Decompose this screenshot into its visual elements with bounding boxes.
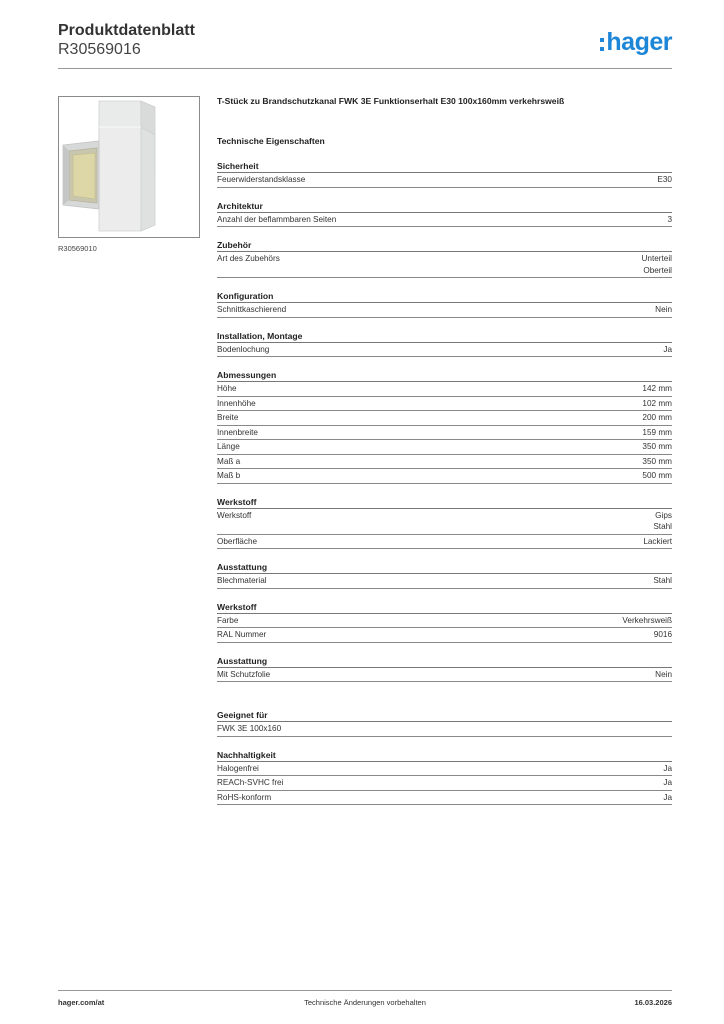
- property-value: [642, 456, 672, 468]
- property-label: Oberfläche: [217, 536, 258, 546]
- property-value-line: Ja: [663, 778, 672, 787]
- property-row: [217, 535, 672, 550]
- property-section: [217, 655, 672, 683]
- property-value: [653, 510, 672, 533]
- property-section: [217, 601, 672, 643]
- property-row: [217, 776, 672, 791]
- page-title: Produktdatenblatt: [58, 22, 195, 39]
- property-value: [622, 615, 672, 627]
- property-value-line: Stahl: [653, 576, 672, 585]
- property-row: [217, 762, 672, 777]
- property-label: Innenbreite: [217, 427, 258, 437]
- property-value-line: Ja: [663, 763, 672, 773]
- section-title: Ausstattung: [217, 655, 672, 668]
- property-row: [217, 397, 672, 412]
- property-value: [663, 792, 672, 804]
- property-value-line: Ja: [663, 344, 672, 354]
- product-title: T-Stück zu Brandschutzkanal FWK 3E Funktionserhalt E30 100x160mm verkehrsweiß: [217, 96, 565, 106]
- property-section: [217, 709, 672, 737]
- property-section: [217, 200, 672, 228]
- property-section: [217, 330, 672, 358]
- property-row: [217, 426, 672, 441]
- property-label: Werkstoff: [217, 510, 252, 520]
- property-value: [642, 470, 672, 482]
- property-label: Blechmaterial: [217, 576, 267, 585]
- property-row: [217, 173, 672, 188]
- property-label: Schnittkaschierend: [217, 305, 287, 314]
- product-image: [58, 96, 200, 238]
- property-label: Innenhöhe: [217, 398, 256, 408]
- product-details: [217, 96, 672, 805]
- property-label: Feuerwiderstandsklasse: [217, 175, 306, 184]
- article-number: R30569016: [58, 41, 141, 58]
- property-label: Länge: [217, 442, 240, 451]
- property-value-line: 102 mm: [642, 398, 672, 408]
- footer-disclaimer: Technische Änderungen vorbehalten: [304, 998, 426, 1007]
- property-value: [663, 777, 672, 789]
- property-value-line: E30: [657, 175, 672, 184]
- property-label: Anzahl der beflammbaren Seiten: [217, 214, 337, 224]
- property-value-line: 159 mm: [642, 427, 672, 437]
- property-value: [655, 304, 672, 316]
- section-title: Ausstattung: [217, 561, 672, 574]
- property-value-line: 3: [667, 214, 672, 224]
- property-value-line: Unterteil: [641, 254, 672, 263]
- section-title: Installation, Montage: [217, 330, 672, 343]
- property-value: [643, 536, 672, 548]
- property-value: [642, 427, 672, 439]
- property-value-line: Verkehrsweiß: [622, 615, 672, 625]
- property-label: REACh-SVHC frei: [217, 778, 284, 787]
- property-value-line: 350 mm: [642, 456, 672, 466]
- property-row: [217, 411, 672, 426]
- section-title: Werkstoff: [217, 496, 672, 509]
- properties-list: [217, 160, 672, 805]
- property-label: Halogenfrei: [217, 763, 259, 773]
- page-footer: [58, 990, 672, 1006]
- property-label: Farbe: [217, 615, 239, 625]
- property-row: [217, 382, 672, 397]
- property-row: [217, 509, 672, 535]
- section-title: Geeignet für: [217, 709, 672, 722]
- footer-website: hager.com/at: [58, 998, 105, 1007]
- section-title: Werkstoff: [217, 601, 672, 614]
- property-label: RoHS-konform: [217, 792, 272, 802]
- property-value-line: Stahl: [653, 522, 672, 531]
- property-value-line: Oberteil: [643, 265, 672, 275]
- property-value: [663, 344, 672, 356]
- section-title: Nachhaltigkeit: [217, 749, 672, 762]
- property-row: [217, 213, 672, 228]
- property-value: [653, 575, 672, 587]
- property-row: [217, 628, 672, 643]
- property-value: [642, 441, 672, 453]
- property-value-line: Ja: [663, 792, 672, 802]
- tech-properties-heading: Technische Eigenschaften: [217, 136, 325, 146]
- property-label: Maß b: [217, 471, 241, 480]
- section-title: Sicherheit: [217, 160, 672, 173]
- property-value-line: Lackiert: [643, 536, 672, 546]
- section-title: Konfiguration: [217, 290, 672, 303]
- property-value: [663, 763, 672, 775]
- property-row: [217, 455, 672, 470]
- property-label: Bodenlochung: [217, 344, 270, 354]
- property-row: [217, 303, 672, 318]
- section-title: Zubehör: [217, 239, 672, 252]
- property-row: [217, 343, 672, 358]
- image-caption: R30569010: [58, 244, 97, 253]
- property-value: [667, 214, 672, 226]
- header-divider: [58, 68, 672, 69]
- property-value-line: Nein: [655, 305, 672, 314]
- property-row: [217, 791, 672, 806]
- property-value: [642, 398, 672, 410]
- property-section: [217, 290, 672, 318]
- property-value: [654, 629, 672, 641]
- property-row: [217, 469, 672, 484]
- property-value-line: 200 mm: [642, 413, 672, 422]
- property-row: [217, 440, 672, 455]
- property-value-line: 142 mm: [642, 384, 672, 393]
- property-section: [217, 369, 672, 484]
- property-label: Höhe: [217, 384, 237, 393]
- property-section: [217, 561, 672, 589]
- property-value-line: 9016: [653, 630, 672, 639]
- product-photo-t-piece-icon: [59, 97, 199, 237]
- property-row: [217, 722, 672, 737]
- property-label: Breite: [217, 413, 239, 422]
- property-label: Art des Zubehörs: [217, 254, 280, 263]
- property-value: [642, 253, 673, 276]
- property-row: [217, 252, 672, 278]
- property-value-line: Nein: [655, 669, 672, 679]
- page-header: [58, 22, 672, 68]
- property-row: [217, 668, 672, 683]
- property-label: Mit Schutzfolie: [217, 669, 271, 679]
- property-section: [217, 160, 672, 188]
- property-label: RAL Nummer: [217, 630, 267, 639]
- logo-dots-icon: [600, 38, 604, 51]
- property-row: [217, 614, 672, 629]
- property-row: [217, 574, 672, 589]
- property-label: FWK 3E 100x160: [217, 724, 282, 733]
- hager-logo: [600, 28, 672, 57]
- logo-text: hager: [606, 28, 672, 56]
- property-value-line: Gips: [655, 510, 672, 520]
- property-value: [642, 383, 672, 395]
- property-section: [217, 496, 672, 550]
- section-title: Abmessungen: [217, 369, 672, 382]
- property-value: [657, 174, 672, 186]
- footer-date: 16.03.2026: [634, 998, 672, 1007]
- property-value-line: 500 mm: [642, 471, 672, 480]
- property-label: Maß a: [217, 456, 241, 466]
- section-title: Architektur: [217, 200, 672, 213]
- property-section: [217, 239, 672, 278]
- property-value-line: 350 mm: [642, 442, 672, 451]
- property-section: [217, 749, 672, 806]
- property-value: [642, 412, 672, 424]
- property-value: [655, 669, 672, 681]
